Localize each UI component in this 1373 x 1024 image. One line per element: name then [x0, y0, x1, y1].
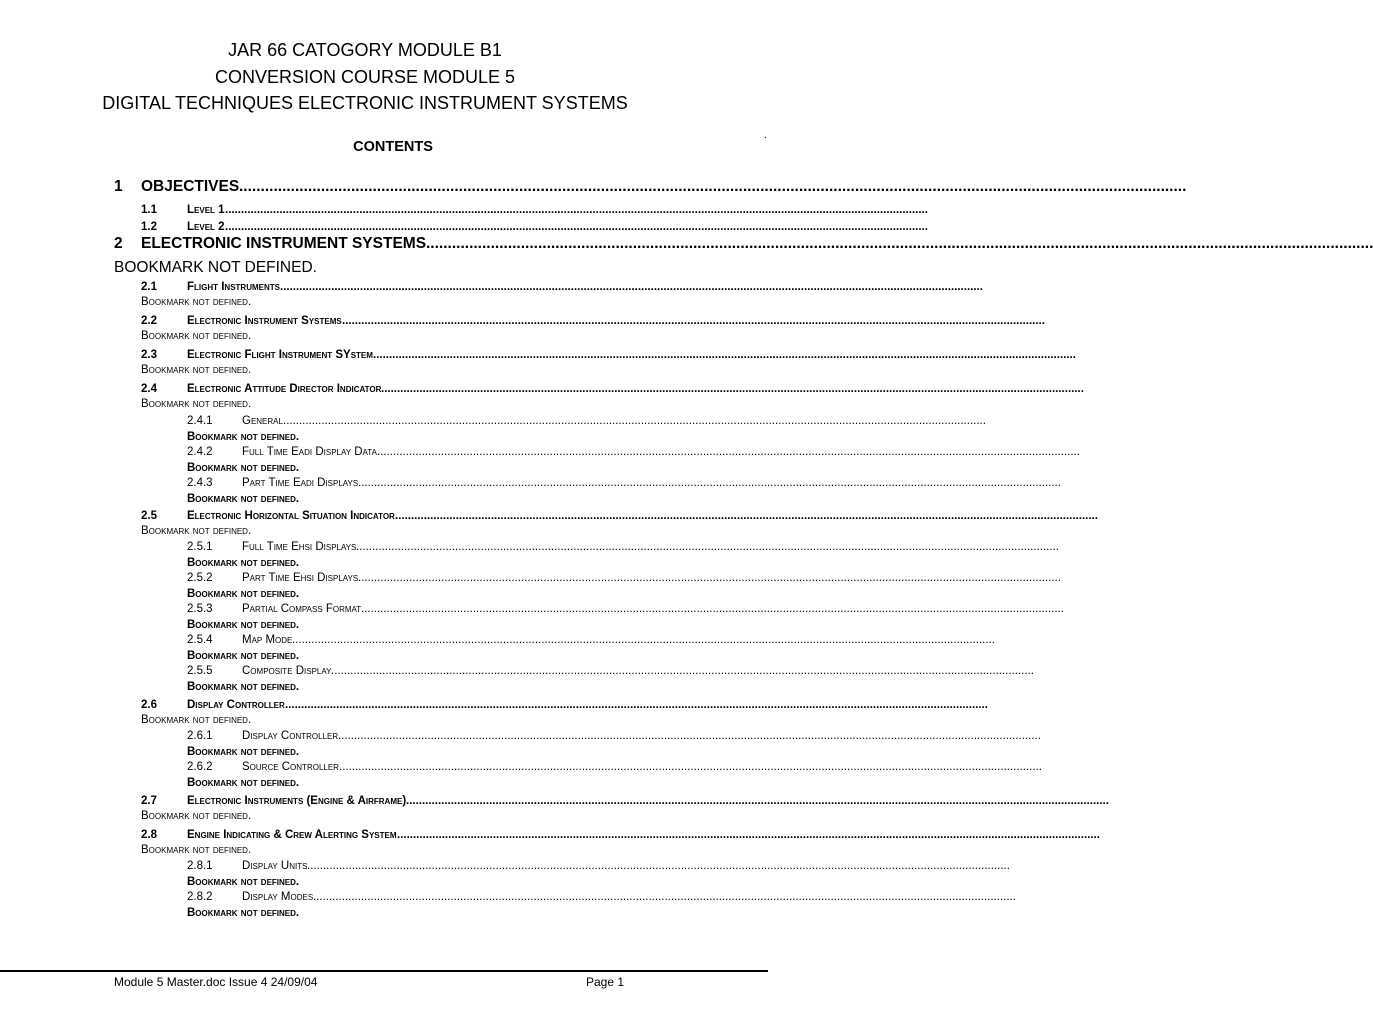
toc-entry-number: 2.5.5 [187, 665, 213, 677]
toc-dot-leader: ............................................................................................................................................................................................................................ [225, 221, 928, 233]
footer-page-number: Page 1 [586, 975, 625, 989]
toc-entry-number: 2.8.1 [187, 860, 213, 872]
toc-dot-leader: ............................................................................................................................................................................................................................ [377, 446, 1080, 458]
toc-entry[interactable] [187, 860, 1010, 875]
toc-entry-error-text: BOOKMARK NOT DEFINED. [114, 259, 317, 276]
toc-entry-title: Part Time Ehsi Displays [242, 572, 359, 584]
toc-dot-leader: ............................................................................................................................................................................................................................ [397, 829, 1100, 841]
toc-dot-leader: ............................................................................................................................................................................................................................ [285, 699, 988, 711]
toc-entry-number: 2.5.2 [187, 572, 213, 584]
toc-entry-error-text: Bookmark not defined. [187, 462, 300, 474]
toc-entry-number: 2.4 [141, 383, 157, 395]
toc-entry[interactable] [114, 178, 1187, 200]
toc-entry-number: 2 [114, 235, 123, 252]
toc-entry-number: 2.8.2 [187, 891, 213, 903]
toc-entry-error-text: Bookmark not defined. [141, 525, 252, 537]
toc-entry[interactable] [187, 603, 1064, 618]
toc-entry[interactable] [141, 510, 1098, 524]
toc-entry-title: Flight Instruments [187, 281, 280, 293]
toc-entry-title: ELECTRONIC INSTRUMENT SYSTEMS [141, 235, 427, 252]
toc-entry-number: 2.8 [141, 829, 157, 841]
toc-dot-leader: ............................................................................................................................................................................................................................ [358, 477, 1061, 489]
toc-entry[interactable] [141, 349, 1076, 363]
toc-entry[interactable] [141, 221, 928, 235]
toc-entry-title: Level 2 [187, 221, 225, 233]
toc-entry-error-text: Bookmark not defined. [141, 330, 252, 342]
toc-dot-leader: ............................................................................................................................................................................................................................ [292, 634, 995, 646]
toc-entry-title: Full Time Eadi Display Data [242, 446, 377, 458]
toc-entry-number: 2.4.1 [187, 415, 213, 427]
toc-entry-title: General [242, 415, 283, 427]
toc-entry-number: 1.2 [141, 221, 157, 233]
toc-entry-number: 2.5.3 [187, 603, 213, 615]
toc-entry[interactable] [187, 665, 1034, 680]
footer-document-info: Module 5 Master.doc Issue 4 24/09/04 [114, 975, 318, 989]
toc-entry-title: Map Mode [242, 634, 293, 646]
toc-dot-leader: ............................................................................................................................................................................................................................ [356, 541, 1059, 553]
toc-entry-error-text: Bookmark not defined. [141, 398, 252, 410]
toc-entry-error-text: Bookmark not defined. [187, 907, 300, 919]
toc-entry[interactable] [187, 541, 1059, 556]
toc-entry-number: 2.4.2 [187, 446, 213, 458]
toc-dot-leader: ............................................................................................................................................................................................................................ [338, 730, 1041, 742]
toc-entry-error-text: Bookmark not defined. [141, 364, 252, 376]
toc-entry-title: Electronic Flight Instrument SYstem [187, 349, 373, 361]
toc-entry-number: 2.6.1 [187, 730, 213, 742]
toc-entry-number: 2.4.3 [187, 477, 213, 489]
toc-entry[interactable] [141, 829, 1100, 843]
toc-entry-title: Display Controller [187, 699, 285, 711]
toc-entry[interactable] [187, 415, 986, 430]
toc-entry-error-text: Bookmark not defined. [187, 746, 300, 758]
toc-dot-leader: ............................................................................................................................................................................................................................ [307, 860, 1010, 872]
toc-entry[interactable] [187, 477, 1061, 492]
toc-entry-error-text: Bookmark not defined. [141, 296, 252, 308]
toc-dot-leader: ............................................................................................................................................................................................................................ [225, 204, 928, 216]
toc-entry[interactable] [187, 730, 1041, 745]
toc-dot-leader: ............................................................................................................................................................................................................................ [313, 891, 1016, 903]
toc-entry-title: Partial Compass Format [242, 603, 362, 615]
toc-entry-error-text: Bookmark not defined. [187, 493, 300, 505]
toc-dot-leader: ............................................................................................................................................................................................................................ [426, 235, 1373, 252]
toc-entry[interactable] [141, 204, 928, 218]
toc-entry-title: Display Units [242, 860, 308, 872]
toc-entry-title: Display Controller [242, 730, 339, 742]
toc-entry[interactable] [114, 235, 1373, 257]
margin-mark: . [764, 130, 767, 141]
document-header [0, 37, 730, 117]
toc-entry-number: 2.5.1 [187, 541, 213, 553]
toc-entry-error-text: Bookmark not defined. [187, 557, 300, 569]
toc-dot-leader: ............................................................................................................................................................................................................................ [361, 603, 1064, 615]
toc-entry-title: Display Modes [242, 891, 314, 903]
toc-dot-leader: ............................................................................................................................................................................................................................ [381, 383, 1084, 395]
toc-entry-title: Electronic Instrument Systems [187, 315, 342, 327]
toc-entry-error-text: Bookmark not defined. [187, 681, 300, 693]
toc-entry-number: 1 [114, 178, 123, 195]
toc-dot-leader: ............................................................................................................................................................................................................................ [280, 281, 983, 293]
toc-entry[interactable] [187, 891, 1016, 906]
header-line-3: DIGITAL TECHNIQUES ELECTRONIC INSTRUMENT SYSTEMS [102, 93, 628, 113]
contents-title: CONTENTS [353, 139, 433, 155]
toc-entry-error-text: Bookmark not defined. [187, 650, 300, 662]
toc-entry-title: Part Time Eadi Displays [242, 477, 359, 489]
toc-entry-error-text: Bookmark not defined. [141, 844, 252, 856]
header-line-2: CONVERSION COURSE MODULE 5 [214, 66, 516, 87]
toc-entry-number: 2.5.4 [187, 634, 213, 646]
toc-entry[interactable] [187, 446, 1080, 461]
toc-dot-leader: ............................................................................................................................................................................................................................ [342, 315, 1045, 327]
toc-entry[interactable] [141, 315, 1045, 329]
toc-entry-title: Composite Display [242, 665, 332, 677]
toc-entry-error-text: Bookmark not defined. [187, 876, 300, 888]
header-line-1: JAR 66 CATOGORY MODULE B1 [228, 40, 502, 60]
toc-entry-number: 2.6.2 [187, 761, 213, 773]
toc-entry[interactable] [141, 699, 988, 713]
toc-entry-title: Electronic Horizontal Situation Indicator [187, 510, 395, 522]
toc-entry[interactable] [141, 383, 1084, 397]
toc-entry[interactable] [141, 281, 983, 295]
toc-dot-leader: ............................................................................................................................................................................................................................ [373, 349, 1076, 361]
toc-entry-title: OBJECTIVES [141, 178, 240, 195]
toc-entry[interactable] [187, 634, 995, 649]
toc-entry-error-text: Bookmark not defined. [187, 619, 300, 631]
toc-dot-leader: ............................................................................................................................................................................................................................ [358, 572, 1061, 584]
toc-entry[interactable] [187, 572, 1061, 587]
toc-entry[interactable] [141, 795, 1109, 809]
toc-entry-number: 2.3 [141, 349, 157, 361]
toc-dot-leader: ............................................................................................................................................................................................................................ [239, 178, 1187, 195]
toc-entry-title: Level 1 [187, 204, 225, 216]
toc-entry-error-text: Bookmark not defined. [141, 714, 252, 726]
toc-entry-error-text: Bookmark not defined. [141, 810, 252, 822]
toc-dot-leader: ............................................................................................................................................................................................................................ [339, 761, 1042, 773]
toc-entry-error-text: Bookmark not defined. [187, 777, 300, 789]
toc-entry-title: Full Time Ehsi Displays [242, 541, 357, 553]
toc-dot-leader: ............................................................................................................................................................................................................................ [331, 665, 1034, 677]
toc-entry-title: Electronic Instruments (Engine & Airframe) [187, 795, 407, 807]
footer-divider [0, 970, 768, 972]
toc-dot-leader: ............................................................................................................................................................................................................................ [283, 415, 986, 427]
toc-entry-number: 2.7 [141, 795, 157, 807]
toc-entry-title: Engine Indicating & Crew Alerting System [187, 829, 397, 841]
toc-entry-number: 2.1 [141, 281, 157, 293]
toc-entry[interactable] [187, 761, 1042, 776]
toc-entry-error-text: Bookmark not defined. [187, 588, 300, 600]
toc-entry-number: 2.2 [141, 315, 157, 327]
toc-entry-number: 1.1 [141, 204, 157, 216]
toc-entry-number: 2.6 [141, 699, 157, 711]
toc-dot-leader: ............................................................................................................................................................................................................................ [395, 510, 1098, 522]
toc-entry-error-text: Bookmark not defined. [187, 431, 300, 443]
toc-entry-title: Electronic Attitude Director Indicator [187, 383, 382, 395]
toc-entry-number: 2.5 [141, 510, 157, 522]
toc-dot-leader: ............................................................................................................................................................................................................................ [406, 795, 1109, 807]
toc-entry-title: Source Controller [242, 761, 339, 773]
